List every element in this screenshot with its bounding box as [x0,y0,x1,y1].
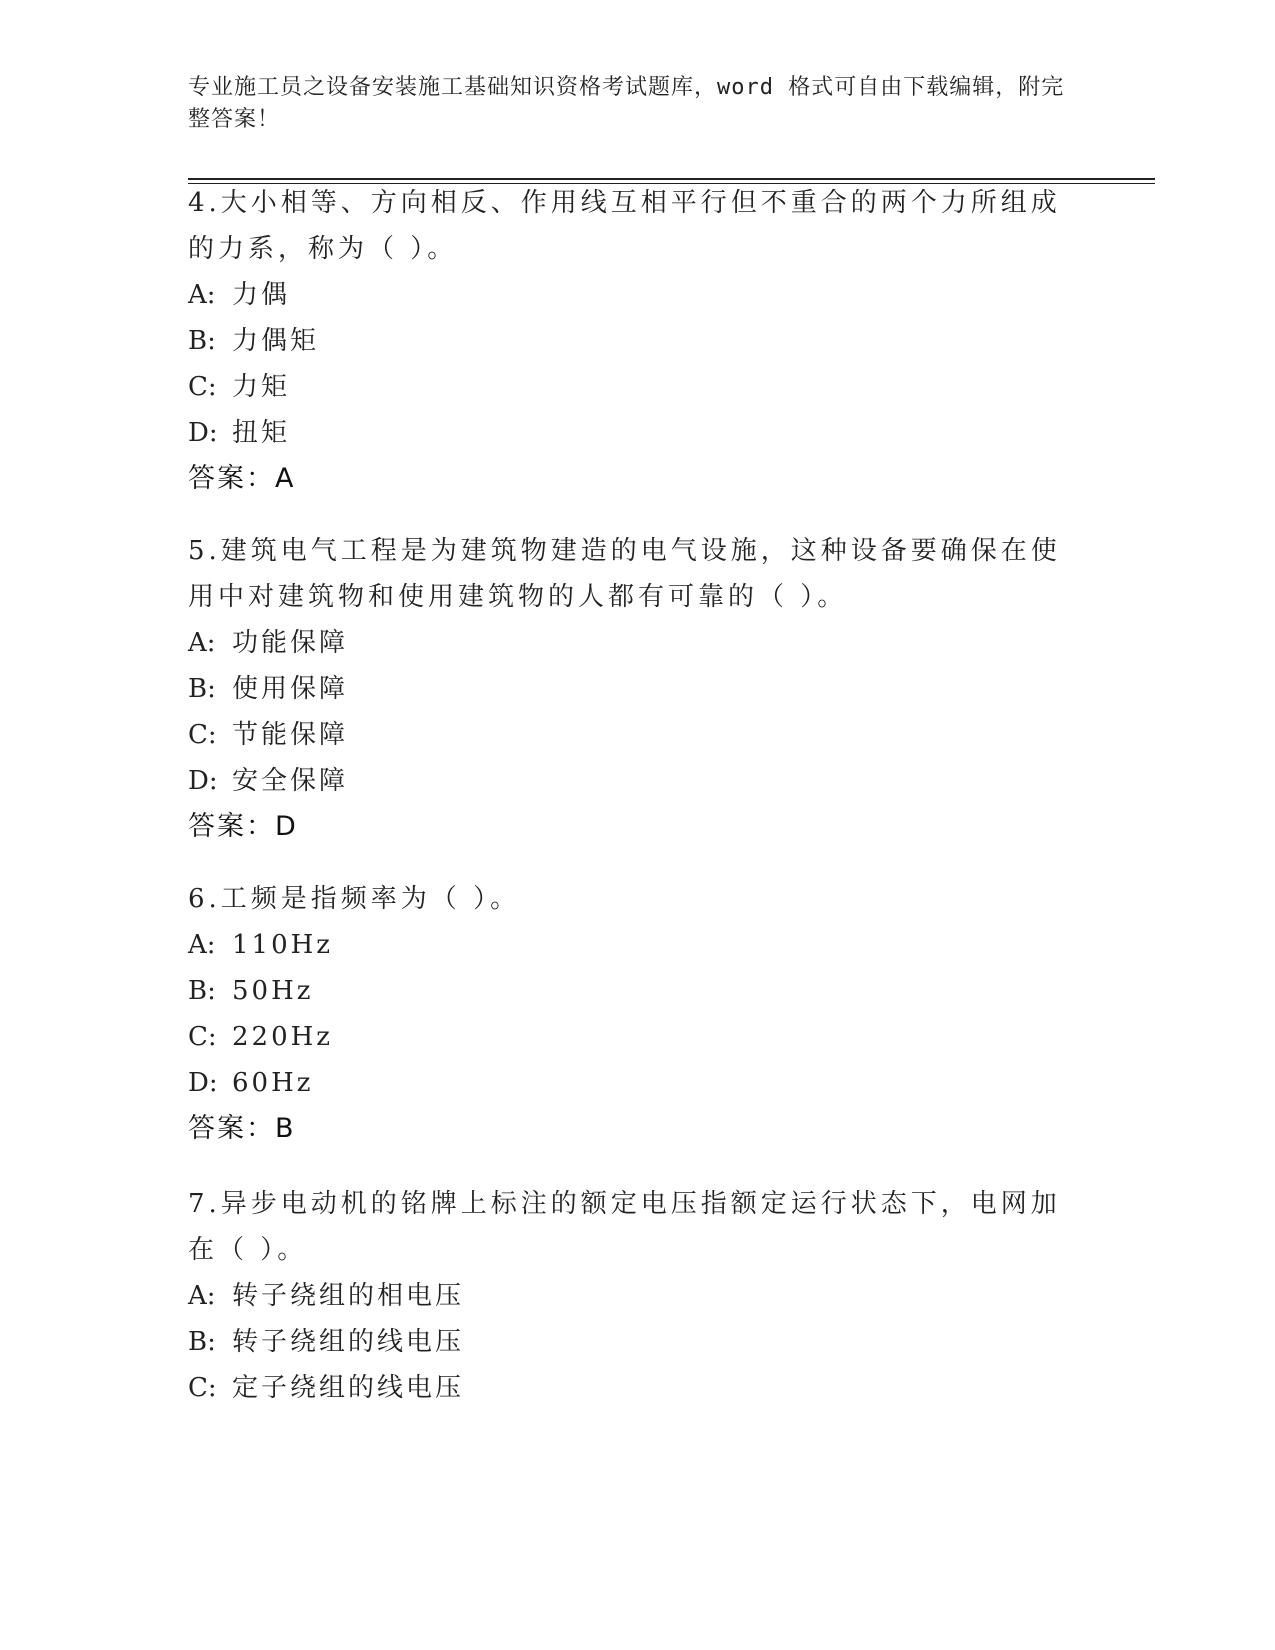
option-text: 转子绕组的相电压 [232,1281,465,1311]
option-text: 定子绕组的线电压 [232,1373,465,1403]
option-label: A: [188,1281,216,1311]
question-text: 4.大小相等、方向相反、作用线互相平行但不重合的两个力所组成的力系，称为（ ）。 [188,188,1061,264]
option-text: 220Hz [232,1022,333,1052]
option-label: C: [188,372,217,402]
question-block [188,876,1088,1152]
answer-text: 答案：D [188,811,298,842]
option-c [188,712,1088,758]
option-d [188,758,1088,804]
option-b [188,968,1088,1014]
option-text: 110Hz [232,930,333,960]
option-label: B: [188,326,216,356]
option-c [188,1014,1088,1060]
option-b [188,1319,1088,1365]
option-a [188,620,1088,666]
option-label: C: [188,1373,217,1403]
option-label: A: [188,280,216,310]
option-label: B: [188,674,216,704]
option-label: D: [188,1068,218,1098]
option-label: C: [188,1022,217,1052]
answer-text: 答案：A [188,463,296,494]
document-header: 专业施工员之设备安装施工基础知识资格考试题库，word 格式可自由下载编辑，附完整答案！ [188,75,1065,132]
option-label: B: [188,1327,216,1357]
option-label: C: [188,720,217,750]
option-text: 力偶 [232,280,291,310]
option-b [188,318,1088,364]
question-block [188,180,1088,502]
option-text: 转子绕组的线电压 [232,1327,465,1357]
option-label: A: [188,628,216,658]
option-text: 力矩 [232,372,291,402]
option-label: B: [188,976,216,1006]
question-text: 7.异步电动机的铭牌上标注的额定电压指额定运行状态下，电网加在（ ）。 [188,1189,1061,1265]
option-label: D: [188,766,218,796]
option-label: D: [188,418,218,448]
option-a [188,272,1088,318]
option-text: 60Hz [232,1068,314,1098]
option-a [188,922,1088,968]
answer-text: 答案：B [188,1113,296,1144]
question-text: 5.建筑电气工程是为建筑物建造的电气设施，这种设备要确保在使用中对建筑物和使用建筑物的人都有可靠的（ ）。 [188,536,1061,612]
option-text: 50Hz [232,976,314,1006]
option-d [188,1060,1088,1106]
option-text: 节能保障 [232,720,349,750]
option-d [188,410,1088,456]
option-text: 功能保障 [232,628,349,658]
question-block [188,1181,1088,1411]
option-text: 安全保障 [232,766,349,796]
option-label: A: [188,930,216,960]
option-c [188,364,1088,410]
option-a [188,1273,1088,1319]
option-c [188,1365,1088,1411]
question-block [188,528,1088,850]
option-b [188,666,1088,712]
option-text: 力偶矩 [232,326,320,356]
option-text: 扭矩 [232,418,291,448]
question-text: 6.工频是指频率为（ ）。 [188,884,521,914]
option-text: 使用保障 [232,674,349,704]
